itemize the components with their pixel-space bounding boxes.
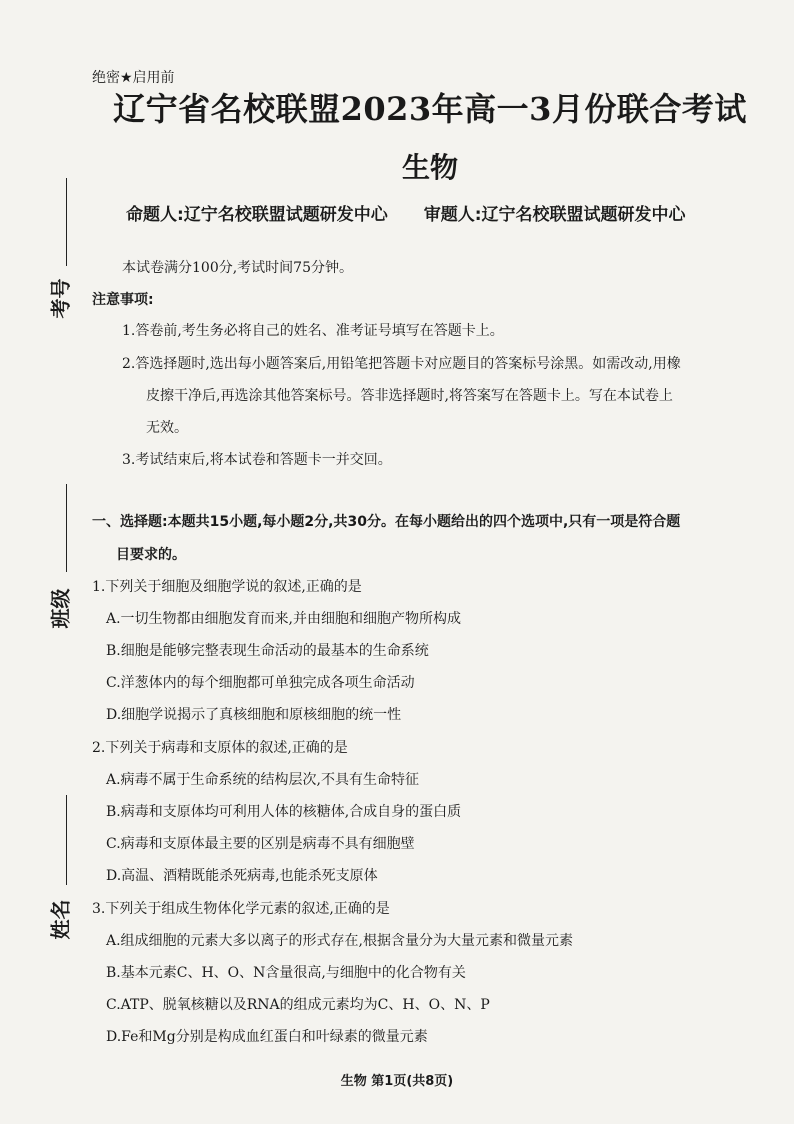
confidential-mark: 绝密★启用前 [92,70,175,86]
option-d: D.Fe和Mg分别是构成血红蛋白和叶绿素的微量元素 [106,1029,428,1045]
class-blank-line [66,484,67,572]
note-item-2-line-1: 2.答选择题时,选出每小题答案后,用铅笔把答题卡对应题目的答案标号涂黑。如需改动,用橡 [122,356,681,372]
page-footer: 生物 第1页(共8页) [340,1074,454,1089]
option-b: B.病毒和支原体均可利用人体的核糖体,合成自身的蛋白质 [106,804,462,820]
option-d: D.细胞学说揭示了真核细胞和原核细胞的统一性 [106,707,402,723]
setter: 命题人:辽宁名校联盟试题研发中心 [126,205,388,225]
note-item-3: 3.考试结束后,将本试卷和答题卡一并交回。 [122,452,392,468]
reviewer: 审题人:辽宁名校联盟试题研发中心 [423,205,686,225]
option-a: A.组成细胞的元素大多以离子的形式存在,根据含量分为大量元素和微量元素 [106,933,574,949]
note-item-2-line-3: 无效。 [146,420,188,436]
class-label: 班级 [48,588,73,629]
notes-heading: 注意事项: [92,292,154,308]
subject-title: 生物 [401,151,458,184]
option-c: C.病毒和支原体最主要的区别是病毒不具有细胞壁 [106,836,415,852]
name-label: 姓名 [48,899,73,940]
exam-no-blank-line [66,178,67,266]
option-d: D.高温、酒精既能杀死病毒,也能杀死支原体 [106,868,378,884]
option-a: A.一切生物都由细胞发育而来,并由细胞和细胞产物所构成 [106,611,462,627]
question-stem: 3.下列关于组成生物体化学元素的叙述,正确的是 [92,901,390,917]
option-b: B.基本元素C、H、O、N含量很高,与细胞中的化合物有关 [106,965,466,981]
option-c: C.ATP、脱氧核糖以及RNA的组成元素均为C、H、O、N、P [106,997,490,1013]
option-b: B.细胞是能够完整表现生命活动的最基本的生命系统 [106,643,429,659]
exam-no-label: 考号 [48,278,73,319]
option-c: C.洋葱体内的每个细胞都可单独完成各项生命活动 [106,675,415,691]
note-item-1: 1.答卷前,考生务必将自己的姓名、准考证号填写在答题卡上。 [122,323,504,339]
exam-title: 辽宁省名校联盟2023年高一3月份联合考试 [113,90,747,128]
authors-line [126,200,686,225]
section-heading-line-1: 一、选择题:本题共15小题,每小题2分,共30分。在每小题给出的四个选项中,只有一项是符合题 [92,514,681,530]
question-stem: 1.下列关于细胞及细胞学说的叙述,正确的是 [92,579,362,595]
name-blank-line [66,795,67,885]
section-heading-line-2: 目要求的。 [116,547,186,563]
question-stem: 2.下列关于病毒和支原体的叙述,正确的是 [92,740,348,756]
note-item-2-line-2: 皮擦干净后,再选涂其他答案标号。答非选择题时,将答案写在答题卡上。写在本试卷上 [146,388,673,404]
exam-info: 本试卷满分100分,考试时间75分钟。 [122,260,353,276]
option-a: A.病毒不属于生命系统的结构层次,不具有生命特征 [106,772,420,788]
